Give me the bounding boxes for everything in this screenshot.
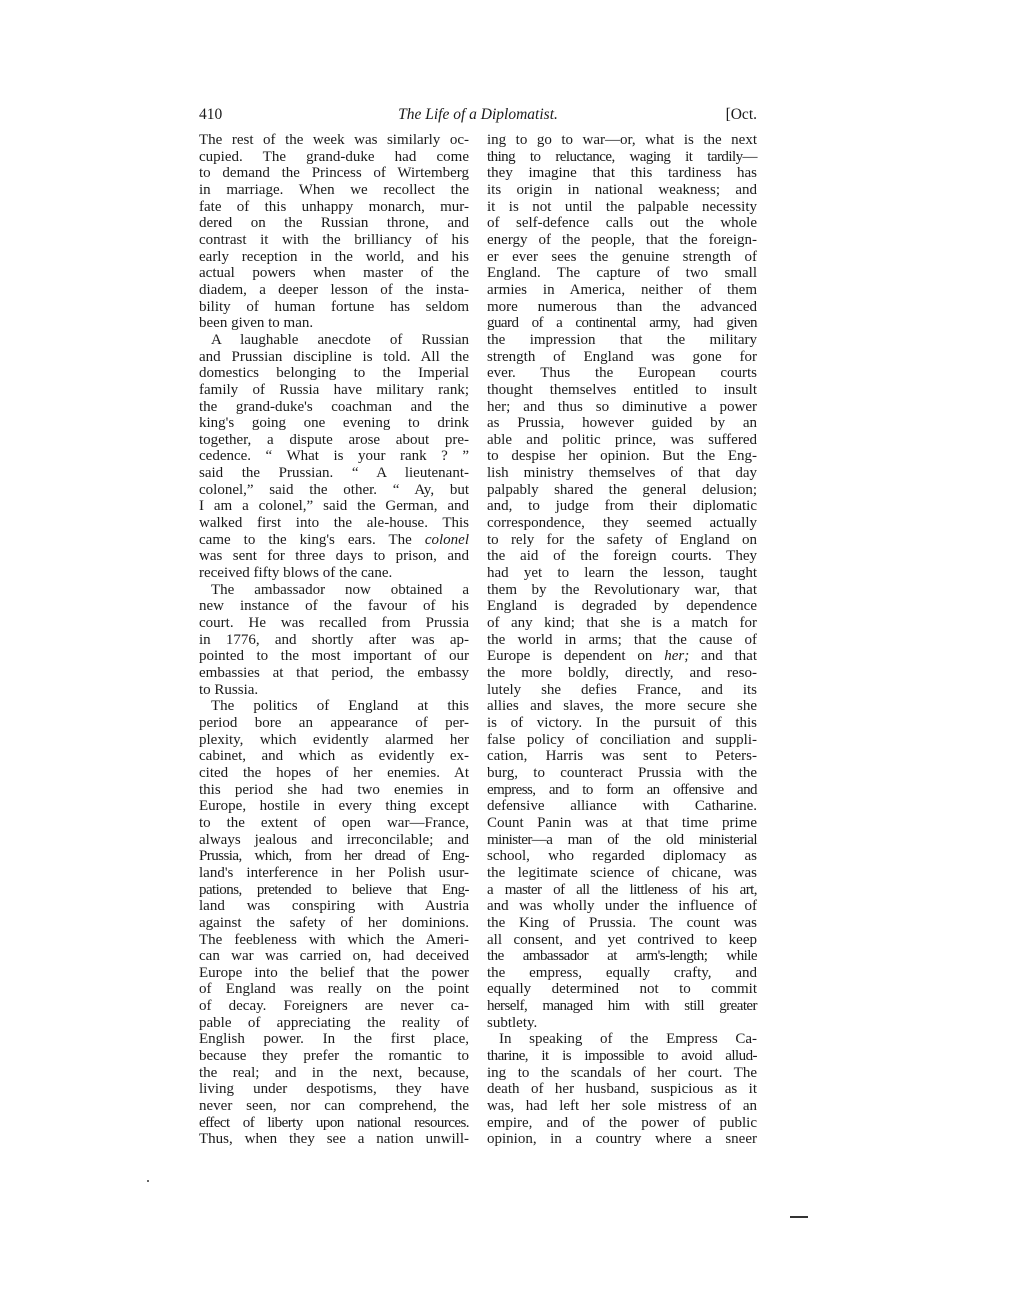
- line-text: bility of human fortune has seldom: [199, 298, 469, 315]
- line-text: the more boldly, directly, and reso-: [487, 665, 757, 681]
- text-line: [199, 798, 469, 815]
- text-line: [199, 848, 469, 865]
- line-text: thing to reluctance, waging it tardily—: [487, 148, 757, 165]
- line-text: strength of England was gone for: [487, 348, 757, 365]
- line-text: of any kind; that she is a match for: [487, 615, 757, 632]
- line-text: to despise her opinion. But the Eng-: [487, 448, 757, 465]
- line-text: to the extent of open war—France,: [199, 814, 469, 831]
- line-text: defensive alliance with Catharine.: [487, 798, 757, 815]
- text-line: [487, 1098, 757, 1115]
- text-line: [199, 832, 469, 849]
- line-text: the ambassador at arm's-length; while: [487, 948, 757, 965]
- text-line: [199, 1048, 469, 1065]
- line-text: death of her husband, suspicious as it: [487, 1081, 757, 1098]
- line-text: Prussia, which, from her dread of Eng-: [199, 848, 469, 865]
- text-line: [199, 1098, 469, 1115]
- line-text: living under despotisms, they have: [199, 1081, 469, 1098]
- text-line: [487, 215, 757, 232]
- line-text: The feebleness with which the Ameri-: [199, 931, 469, 948]
- line-text: opinion, in a country where a sneer: [487, 1131, 757, 1148]
- text-line: [199, 615, 469, 632]
- line-text: of England was really on the point: [199, 981, 469, 998]
- line-text: of decay. Foreigners are never ca-: [199, 998, 469, 1015]
- left-column: [199, 132, 469, 1148]
- text-line: [199, 665, 469, 682]
- text-line: [487, 798, 757, 815]
- text-line: [199, 515, 469, 532]
- text-line: [199, 182, 469, 199]
- line-text: always jealous and irreconcilable; and: [199, 831, 469, 848]
- text-line: [487, 582, 757, 599]
- line-text: against the safety of her dominions.: [199, 914, 469, 931]
- text-line: [199, 1115, 469, 1132]
- line-text: walked first into the ale-house. This: [199, 515, 469, 532]
- line-text: land was conspiring with Austria: [199, 898, 469, 915]
- text-line: [199, 998, 469, 1015]
- text-line: [199, 532, 469, 549]
- line-text: never seen, nor can comprehend, the: [199, 1098, 469, 1115]
- line-text: received fifty blows of the cane.: [199, 565, 393, 582]
- text-line: [199, 215, 469, 232]
- line-text: had yet to learn the lesson, taught: [487, 565, 757, 582]
- line-text: king's going one evening to drink: [199, 415, 469, 432]
- line-text: allies and slaves, the more secure she: [487, 698, 757, 715]
- text-line: [199, 732, 469, 749]
- text-line: [487, 299, 757, 316]
- text-line: [199, 598, 469, 615]
- line-text: The rest of the week was similarly oc-: [199, 132, 469, 148]
- line-text: cited the hopes of her enemies. At: [199, 764, 469, 781]
- text-line: [487, 665, 757, 682]
- line-text: minister—a man of the old ministerial: [487, 831, 757, 848]
- text-line: [199, 565, 469, 582]
- text-line: [487, 698, 757, 715]
- line-text: the King of Prussia. The count was: [487, 914, 757, 931]
- text-line: [487, 249, 757, 266]
- text-line: [199, 199, 469, 216]
- line-text: pations, pretended to believe that Eng-: [199, 881, 469, 898]
- line-text: In speaking of the Empress Ca-: [499, 1031, 757, 1048]
- text-line: [487, 615, 757, 632]
- line-text: the world in arms; that the cause of: [487, 631, 757, 648]
- text-line: [487, 682, 757, 699]
- line-text: equally determined not to commit: [487, 981, 757, 998]
- text-line: [487, 132, 757, 149]
- line-text: said the Prussian. “ A lieutenant-: [199, 465, 469, 482]
- text-line: [487, 265, 757, 282]
- text-line: [487, 765, 757, 782]
- line-text: family of Russia have military rank;: [199, 381, 469, 398]
- line-text: subtlety.: [487, 1014, 538, 1031]
- text-line: [199, 482, 469, 499]
- line-text: Count Panin was at that time prime: [487, 814, 757, 831]
- text-line: [487, 865, 757, 882]
- text-line: [199, 748, 469, 765]
- text-line: [487, 732, 757, 749]
- running-header: [199, 106, 757, 126]
- text-line: [199, 1081, 469, 1098]
- page-mark: [790, 1216, 808, 1218]
- line-text: the impression that the military: [487, 331, 757, 348]
- italic-text: colonel: [424, 531, 469, 548]
- line-text: a master of all the littleness of his art,: [487, 881, 757, 898]
- line-text: ing to go to war—or, what is the next: [487, 132, 757, 148]
- text-line: [199, 448, 469, 465]
- text-line: [487, 915, 757, 932]
- text-line: [199, 632, 469, 649]
- line-text: new instance of the favour of his: [199, 598, 469, 615]
- text-line: [487, 715, 757, 732]
- line-text: false policy of conciliation and suppli-: [487, 731, 757, 748]
- text-line: [487, 232, 757, 249]
- line-text: The politics of England at this: [211, 698, 469, 715]
- line-text: its origin in national weakness; and: [487, 181, 757, 198]
- line-text: I am a colonel,” said the German, and: [199, 498, 469, 515]
- running-title: The Life of a Diplomatist.: [398, 106, 558, 123]
- text-line: [199, 332, 469, 349]
- line-text: guard of a continental army, had given: [487, 315, 757, 332]
- line-text: and was wholly under the influence of: [487, 898, 757, 915]
- line-text: burg, to counteract Prussia with the: [487, 764, 757, 781]
- line-text: contrast it with the brilliancy of his: [199, 231, 469, 248]
- line-text: Thus, when they see a nation unwill-: [199, 1131, 469, 1148]
- text-line: [487, 565, 757, 582]
- line-text: can war was carried on, had deceived: [199, 948, 469, 965]
- line-text: they imagine that this tardiness has: [487, 165, 757, 182]
- text-line: [199, 365, 469, 382]
- line-text: tharine, it is impossible to avoid allud-: [487, 1048, 757, 1065]
- line-text: been given to man.: [199, 315, 314, 332]
- text-line: [199, 782, 469, 799]
- text-line: [487, 1131, 757, 1148]
- text-line: [199, 382, 469, 399]
- line-text: ever. Thus the European courts: [487, 365, 757, 382]
- text-line: [487, 932, 757, 949]
- line-text: and that: [689, 648, 757, 665]
- text-line: [199, 399, 469, 416]
- text-line: [199, 498, 469, 515]
- text-line: [487, 1031, 757, 1048]
- line-text: plexity, which evidently alarmed her: [199, 731, 469, 748]
- text-line: [487, 365, 757, 382]
- line-text: early reception in the world, and his: [199, 248, 469, 265]
- line-text: to Russia.: [199, 681, 259, 698]
- text-line: [199, 282, 469, 299]
- text-line: [487, 415, 757, 432]
- page-number: 410: [199, 106, 223, 123]
- text-line: [487, 1065, 757, 1082]
- text-line: [199, 299, 469, 316]
- text-line: [199, 132, 469, 149]
- line-text: the grand-duke's coachman and the: [199, 398, 469, 415]
- text-line: [487, 1048, 757, 1065]
- text-line: [487, 465, 757, 482]
- line-text: domestics belonging to the Imperial: [199, 365, 469, 382]
- text-line: [487, 648, 757, 665]
- line-text: her; and thus so diminutive a power: [487, 398, 757, 415]
- line-text: as Prussia, however guided by an: [487, 415, 757, 432]
- page-speck: [147, 1180, 149, 1182]
- text-line: [487, 182, 757, 199]
- line-text: England is degraded by dependence: [487, 598, 757, 615]
- line-text: A laughable anecdote of Russian: [211, 331, 469, 348]
- line-text: dered on the Russian throne, and: [199, 215, 469, 232]
- text-line: [199, 715, 469, 732]
- text-line: [199, 1031, 469, 1048]
- text-line: [199, 915, 469, 932]
- text-line: [487, 898, 757, 915]
- line-text: the legitimate science of chicane, was: [487, 864, 757, 881]
- text-line: [199, 149, 469, 166]
- line-text: is of victory. In the pursuit of this: [487, 714, 757, 731]
- line-text: in 1776, and shortly after was ap-: [199, 631, 469, 648]
- line-text: cabinet, and which as evidently ex-: [199, 748, 469, 765]
- line-text: pable of appreciating the reality of: [199, 1014, 469, 1031]
- text-line: [487, 515, 757, 532]
- text-line: [199, 232, 469, 249]
- line-text: it is not until the palpable necessity: [487, 198, 757, 215]
- text-line: [199, 1131, 469, 1148]
- line-text: lutely she defies France, and its: [487, 681, 757, 698]
- right-column: [487, 132, 757, 1148]
- text-line: [487, 1015, 757, 1032]
- line-text: pointed to the most important of our: [199, 648, 469, 665]
- line-text: to rely for the safety of England on: [487, 531, 757, 548]
- text-line: [199, 698, 469, 715]
- text-line: [487, 632, 757, 649]
- text-line: [199, 1015, 469, 1032]
- italic-text: her;: [664, 648, 690, 665]
- text-line: [199, 465, 469, 482]
- line-text: embassies at that period, the embassy: [199, 665, 469, 681]
- text-line: [199, 165, 469, 182]
- text-line: [487, 998, 757, 1015]
- text-line: [487, 282, 757, 299]
- line-text: thought themselves entitled to insult: [487, 381, 757, 398]
- text-line: [199, 1065, 469, 1082]
- text-line: [487, 948, 757, 965]
- line-text: The ambassador now obtained a: [211, 581, 469, 598]
- line-text: empress, and to form an offensive and: [487, 781, 757, 798]
- text-line: [199, 932, 469, 949]
- line-text: period bore an appearance of per-: [199, 714, 469, 731]
- text-line: [199, 865, 469, 882]
- text-line: [199, 249, 469, 266]
- text-line: [487, 399, 757, 416]
- text-line: [487, 815, 757, 832]
- issue-month: [Oct.: [725, 106, 757, 123]
- line-text: more numerous than the advanced: [487, 298, 757, 315]
- text-line: [487, 598, 757, 615]
- line-text: and Prussian discipline is told. All the: [199, 348, 469, 365]
- line-text: actual powers when master of the: [199, 265, 469, 282]
- text-line: [199, 965, 469, 982]
- text-line: [487, 315, 757, 332]
- line-text: the real; and in the next, because,: [199, 1064, 469, 1081]
- text-line: [487, 432, 757, 449]
- line-text: in marriage. When we recollect the: [199, 181, 469, 198]
- line-text: all consent, and yet contrived to keep: [487, 931, 757, 948]
- line-text: armies in America, neither of them: [487, 281, 757, 298]
- line-text: English power. In the first place,: [199, 1031, 469, 1048]
- text-line: [199, 765, 469, 782]
- text-line: [487, 748, 757, 765]
- line-text: together, a dispute arose about pre-: [199, 431, 469, 448]
- text-line: [199, 432, 469, 449]
- line-text: was, had left her sole mistress of an: [487, 1098, 757, 1115]
- text-line: [199, 415, 469, 432]
- line-text: to demand the Princess of Wirtemberg: [199, 165, 469, 182]
- line-text: of self-defence calls out the whole: [487, 215, 757, 232]
- line-text: diadem, a deeper lesson of the insta-: [199, 281, 469, 298]
- text-line: [487, 199, 757, 216]
- text-line: [487, 149, 757, 166]
- text-line: [199, 315, 469, 332]
- line-text: was sent for three days to prison, and: [199, 548, 469, 565]
- line-text: school, who regarded diplomacy as: [487, 848, 757, 865]
- text-line: [487, 532, 757, 549]
- text-line: [199, 682, 469, 699]
- line-text: ing to the scandals of her court. The: [487, 1064, 757, 1081]
- line-text: land's interference in her Polish usur-: [199, 864, 469, 881]
- line-text: cedence. “ What is your rank ? ”: [199, 448, 469, 465]
- line-text: lish ministry themselves of that day: [487, 465, 757, 482]
- text-line: [487, 498, 757, 515]
- text-line: [487, 1115, 757, 1132]
- line-text: effect of liberty upon national resources.: [199, 1114, 469, 1131]
- line-text: able and politic prince, was suffered: [487, 431, 757, 448]
- text-line: [199, 815, 469, 832]
- text-line: [487, 782, 757, 799]
- text-line: [487, 981, 757, 998]
- line-text: came to the king's ears. The: [199, 531, 425, 548]
- line-text: cation, Harris was sent to Peters-: [487, 748, 757, 765]
- line-text: fate of this unhappy monarch, mur-: [199, 198, 469, 215]
- line-text: palpably shared the general delusion;: [487, 481, 757, 498]
- line-text: Europe, hostile in every thing except: [199, 798, 469, 815]
- text-line: [199, 898, 469, 915]
- text-line: [199, 948, 469, 965]
- text-line: [199, 548, 469, 565]
- line-text: empire, and of the power of public: [487, 1114, 757, 1131]
- text-line: [487, 482, 757, 499]
- text-line: [487, 448, 757, 465]
- line-text: er ever sees the genuine strength of: [487, 248, 757, 265]
- text-line: [487, 548, 757, 565]
- line-text: because they prefer the romantic to: [199, 1048, 469, 1065]
- line-text: colonel,” said the other. “ Ay, but: [199, 481, 469, 498]
- text-line: [199, 882, 469, 899]
- line-text: this period she had two enemies in: [199, 781, 469, 798]
- line-text: Europe into the belief that the power: [199, 964, 469, 981]
- text-line: [487, 848, 757, 865]
- text-line: [487, 1081, 757, 1098]
- text-line: [487, 165, 757, 182]
- line-text: herself, managed him with still greater: [487, 998, 757, 1015]
- text-line: [199, 981, 469, 998]
- text-line: [487, 382, 757, 399]
- text-line: [487, 332, 757, 349]
- line-text: energy of the people, that the foreign-: [487, 231, 757, 248]
- text-line: [487, 965, 757, 982]
- line-text: and, to judge from their diplomatic: [487, 498, 757, 515]
- line-text: the aid of the foreign courts. They: [487, 548, 757, 565]
- line-text: court. He was recalled from Prussia: [199, 615, 469, 632]
- line-text: correspondence, they seemed actually: [487, 515, 757, 532]
- text-line: [487, 882, 757, 899]
- line-text: the empress, equally crafty, and: [487, 964, 757, 981]
- line-text: England. The capture of two small: [487, 265, 757, 282]
- text-line: [487, 349, 757, 366]
- text-line: [487, 832, 757, 849]
- text-line: [199, 648, 469, 665]
- text-line: [199, 265, 469, 282]
- line-text: cupied. The grand-duke had come: [199, 148, 469, 165]
- text-line: [199, 349, 469, 366]
- line-text: them by the Revolutionary war, that: [487, 581, 757, 598]
- line-text: Europe is dependent on: [487, 648, 665, 665]
- text-line: [199, 582, 469, 599]
